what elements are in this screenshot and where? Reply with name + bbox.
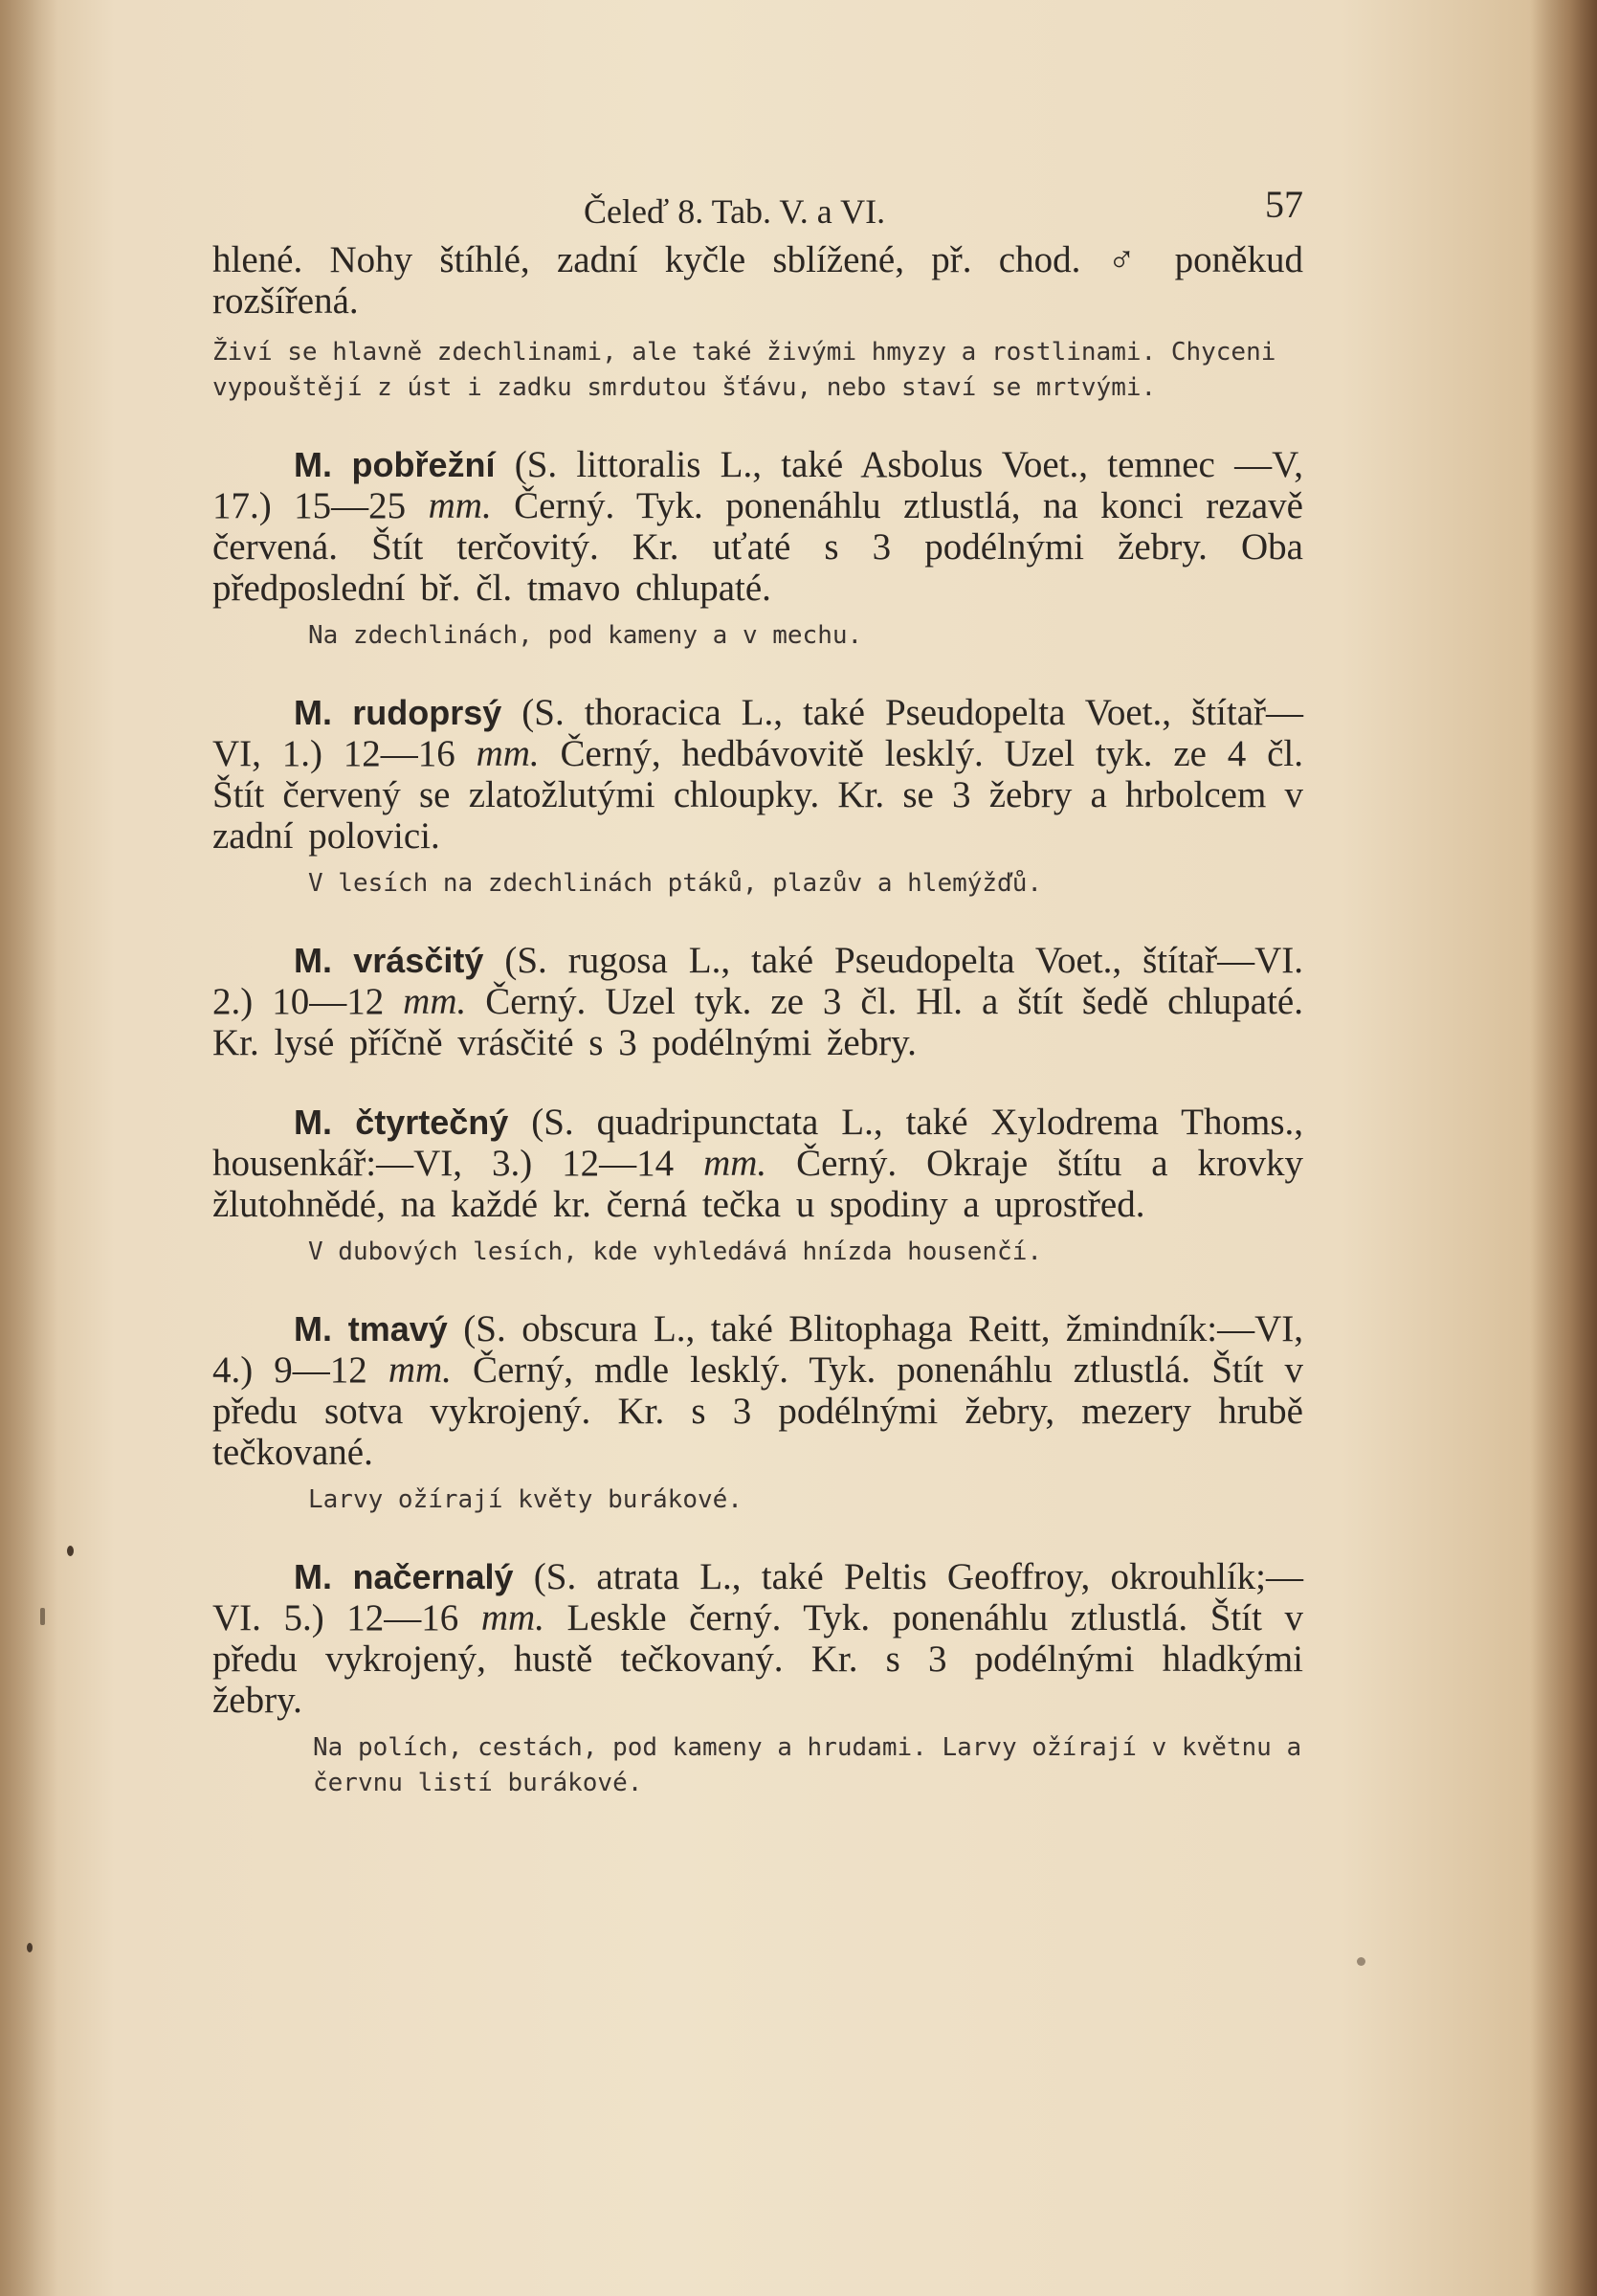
species-entry	[212, 1556, 1303, 1801]
species-name: M. vrásčitý	[294, 941, 484, 980]
intro-note: Živí se hlavně zdechlinami, ale také živými hmyzy a rostlinami. Chyceni vypouštějí z úst i zadku smrdutou šťávu, nebo staví se mrtvými.	[212, 338, 1276, 402]
species-description: M. vrásčitý (S. rugosa L., také Pseudopelta Voet., štítař—VI. 2.) 10—12 mm. Černý. Uzel tyk. ze 3 čl. Hl. a štít šedě chlupaté. Kr. lysé příčně vrásčité s 3 podélnými žebry.	[212, 940, 1303, 1063]
species-name: M. čtyrtečný	[294, 1103, 509, 1142]
ink-speck	[40, 1608, 45, 1625]
species-description: M. čtyrtečný (S. quadripunctata L., také Xylodrema Thoms., housenkář:—VI, 3.) 12—14 mm. Černý. Okraje štítu a krovky žlutohnědé, na každé kr. černá tečka u spodiny a uprostřed.	[212, 1102, 1303, 1225]
species-note: V lesích na zdechlinách ptáků, plazův a hlemýžďů.	[308, 869, 1043, 898]
species-note: Na polích, cestách, pod kameny a hrudami. Larvy ožírají v květnu a červnu listí burákové.	[313, 1733, 1302, 1797]
species-description: M. rudoprsý (S. thoracica L., také Pseudopelta Voet., štítař—VI, 1.) 12—16 mm. Černý, hedbávovitě lesklý. Uzel tyk. ze 4 čl. Štít červený se zlatožlutými chloupky. Kr. se 3 žebry a hrbolcem v zadní polovici.	[212, 692, 1304, 857]
species-note: Na zdechlinách, pod kameny a v mechu.	[308, 621, 863, 650]
species-name: M. rudoprsý	[294, 693, 502, 732]
species-description: M. tmavý (S. obscura L., také Blitophaga Reitt, žmindník:—VI, 4.) 9—12 mm. Černý, mdle lesklý. Tyk. ponenáhlu ztlustlá. Štít v předu sotva vykrojený. Kr. s 3 podélnými žebry, mezery hrubě tečkované.	[212, 1308, 1303, 1473]
ink-speck	[27, 1943, 33, 1952]
running-head	[212, 182, 1303, 239]
ink-speck	[1357, 1957, 1365, 1966]
page-number: 57	[1265, 183, 1303, 226]
species-entry	[212, 444, 1303, 654]
chapter-heading: Čeleď 8. Tab. V. a VI.	[584, 192, 886, 231]
species-name: M. tmavý	[294, 1309, 448, 1349]
species-name: M. pobřežní	[294, 445, 496, 484]
intro-block	[212, 239, 1303, 406]
intro-paragraph: hlené. Nohy štíhlé, zadní kyčle sblížené, př. chod. ♂ poněkud rozšířená.	[212, 239, 1303, 322]
page-right-edge	[1530, 0, 1597, 2296]
text-column	[212, 182, 1303, 1801]
species-description: M. pobřežní (S. littoralis L., také Asbolus Voet., temnec —V, 17.) 15—25 mm. Černý. Tyk. ponenáhlu ztlustlá, na konci rezavě červená. Štít terčovitý. Kr. uťaté s 3 podélnými žebry. Oba předposlední bř. čl. tmavo chlupaté.	[212, 444, 1303, 609]
species-entry	[212, 1308, 1303, 1518]
species-description: M. načernalý (S. atrata L., také Peltis Geoffroy, okrouhlík;—VI. 5.) 12—16 mm. Leskle černý. Tyk. ponenáhlu ztlustlá. Štít v předu vykrojený, hustě tečkovaný. Kr. s 3 podélnými hladkými žebry.	[212, 1556, 1304, 1721]
ink-speck	[67, 1546, 74, 1556]
species-entry	[212, 1102, 1303, 1270]
species-note: Larvy ožírají květy burákové.	[308, 1485, 743, 1514]
species-entry	[212, 940, 1303, 1063]
species-entry	[212, 692, 1303, 902]
species-name: M. načernalý	[294, 1557, 514, 1596]
species-note: V dubových lesích, kde vyhledává hnízda housenčí.	[308, 1237, 1043, 1266]
